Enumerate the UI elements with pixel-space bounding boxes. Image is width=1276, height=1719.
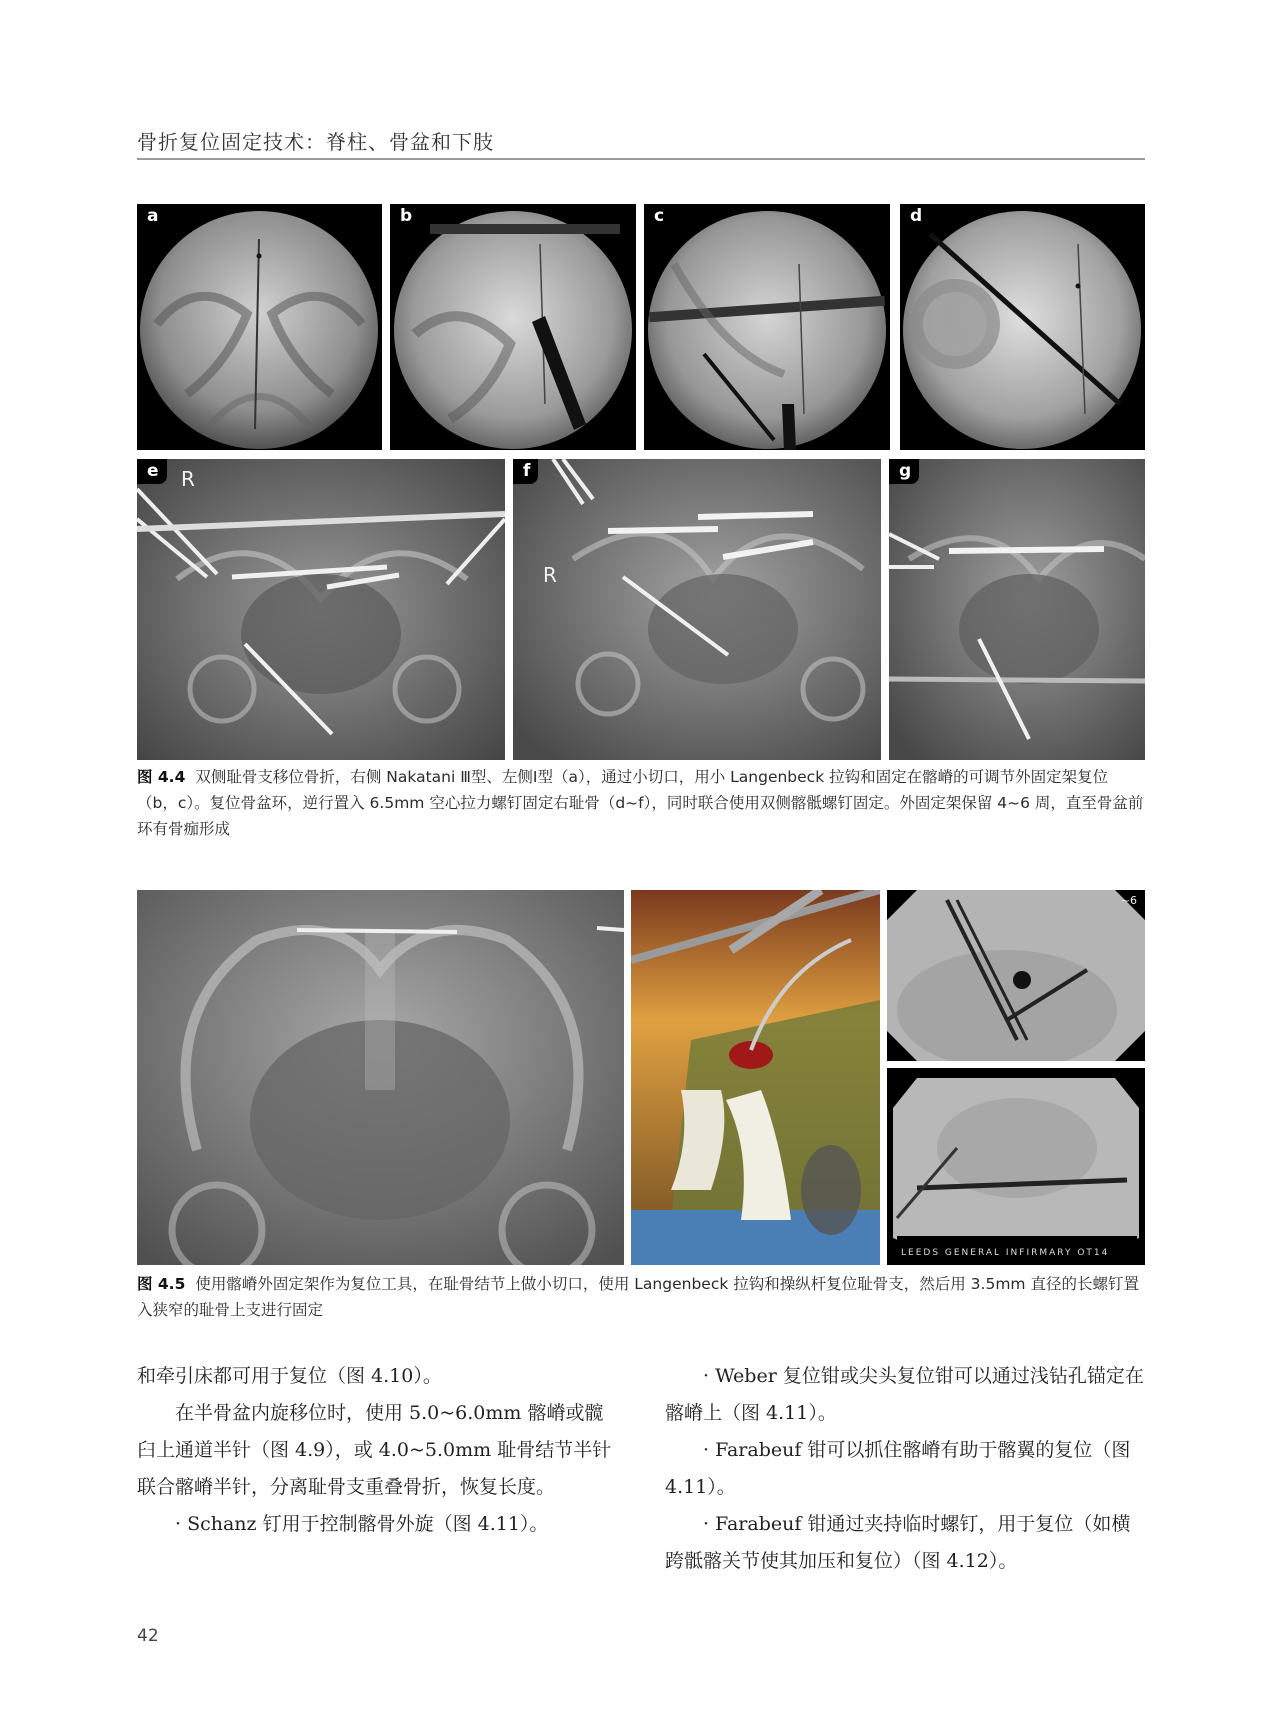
panel-label: d bbox=[900, 204, 930, 229]
fluoro-label: LEEDS GENERAL INFIRMARY OT14 bbox=[901, 1248, 1110, 1258]
body-column-right bbox=[665, 1358, 1145, 1580]
pelvis-xray bbox=[137, 890, 624, 1265]
figure-4-4-caption bbox=[137, 764, 1145, 842]
fluoroscopy-image bbox=[900, 204, 1145, 450]
bullet-item: · Schanz 钉用于控制髂骨外旋（图 4.11）。 bbox=[175, 1513, 549, 1535]
figure-panel-c bbox=[644, 204, 890, 450]
figure-panel-b bbox=[390, 204, 636, 450]
pelvis-xray bbox=[513, 459, 881, 760]
running-header: 骨折复位固定技术：脊柱、骨盆和下肢 bbox=[137, 130, 494, 154]
figure-4-5-fluoro-lower bbox=[887, 1068, 1145, 1265]
caption-text: 双侧耻骨支移位骨折，右侧 Nakatani Ⅲ型、左侧Ⅰ型（a），通过小切口，用小 Langenbeck 拉钩和固定在髂嵴的可调节外固定架复位（b，c）。复位骨盆环，逆行置入 6.5mm 空心拉力螺钉固定右耻骨（d~f），同时联合使用双侧髂骶螺钉固定。外固定架保留 4~6 周，直至骨盆前环有骨痂形成 bbox=[137, 768, 1144, 838]
figure-4-5-fluoro-upper bbox=[887, 890, 1145, 1061]
panel-label: b bbox=[390, 204, 420, 229]
header-rule bbox=[137, 158, 1145, 160]
figure-label: 图 4.4 bbox=[137, 768, 186, 786]
fluoroscopy-image bbox=[887, 890, 1145, 1061]
figure-4-5-caption bbox=[137, 1271, 1145, 1323]
fluoro-number: ~6 bbox=[1120, 894, 1137, 907]
fluoroscopy-image bbox=[644, 204, 890, 450]
fluoroscopy-image bbox=[887, 1068, 1145, 1265]
side-marker-r: R bbox=[543, 563, 557, 587]
figure-panel-g bbox=[889, 459, 1145, 760]
paragraph: 在半骨盆内旋移位时，使用 5.0~6.0mm 髂嵴或髋臼上通道半针（图 4.9），或 4.0~5.0mm 耻骨结节半针联合髂嵴半针，分离耻骨支重叠骨折，恢复长度。 bbox=[137, 1402, 612, 1498]
figure-panel-a bbox=[137, 204, 382, 450]
caption-text: 使用髂嵴外固定架作为复位工具，在耻骨结节上做小切口，使用 Langenbeck 拉钩和操纵杆复位耻骨支，然后用 3.5mm 直径的长螺钉置入狭窄的耻骨上支进行固定 bbox=[137, 1275, 1139, 1319]
bullet-item: · Farabeuf 钳可以抓住髂嵴有助于髂翼的复位（图 4.11）。 bbox=[665, 1439, 1131, 1498]
figure-panel-f bbox=[513, 459, 881, 760]
figure-panel-e bbox=[137, 459, 505, 760]
fluoroscopy-image bbox=[137, 204, 382, 450]
panel-label: a bbox=[137, 204, 166, 229]
bullet-item: · Farabeuf 钳通过夹持临时螺钉，用于复位（如横跨骶髂关节使其加压和复位）（图 4.12）。 bbox=[665, 1513, 1131, 1572]
page-number: 42 bbox=[137, 1626, 159, 1646]
side-marker-r: R bbox=[181, 467, 195, 491]
body-column-left bbox=[137, 1358, 617, 1543]
pelvis-xray bbox=[137, 459, 505, 760]
pelvis-xray bbox=[889, 459, 1145, 760]
panel-label: e bbox=[137, 459, 167, 484]
panel-label: f bbox=[513, 459, 538, 484]
surgical-photo bbox=[631, 890, 880, 1265]
paragraph: 和牵引床都可用于复位（图 4.10）。 bbox=[137, 1365, 442, 1387]
figure-panel-d bbox=[900, 204, 1145, 450]
fluoroscopy-image bbox=[390, 204, 636, 450]
panel-label: c bbox=[644, 204, 672, 229]
panel-label: g bbox=[889, 459, 919, 484]
figure-4-5-xray bbox=[137, 890, 624, 1265]
figure-4-5-surgical-photo bbox=[631, 890, 880, 1265]
bullet-item: · Weber 复位钳或尖头复位钳可以通过浅钻孔锚定在髂嵴上（图 4.11）。 bbox=[665, 1365, 1144, 1424]
figure-label: 图 4.5 bbox=[137, 1275, 186, 1293]
